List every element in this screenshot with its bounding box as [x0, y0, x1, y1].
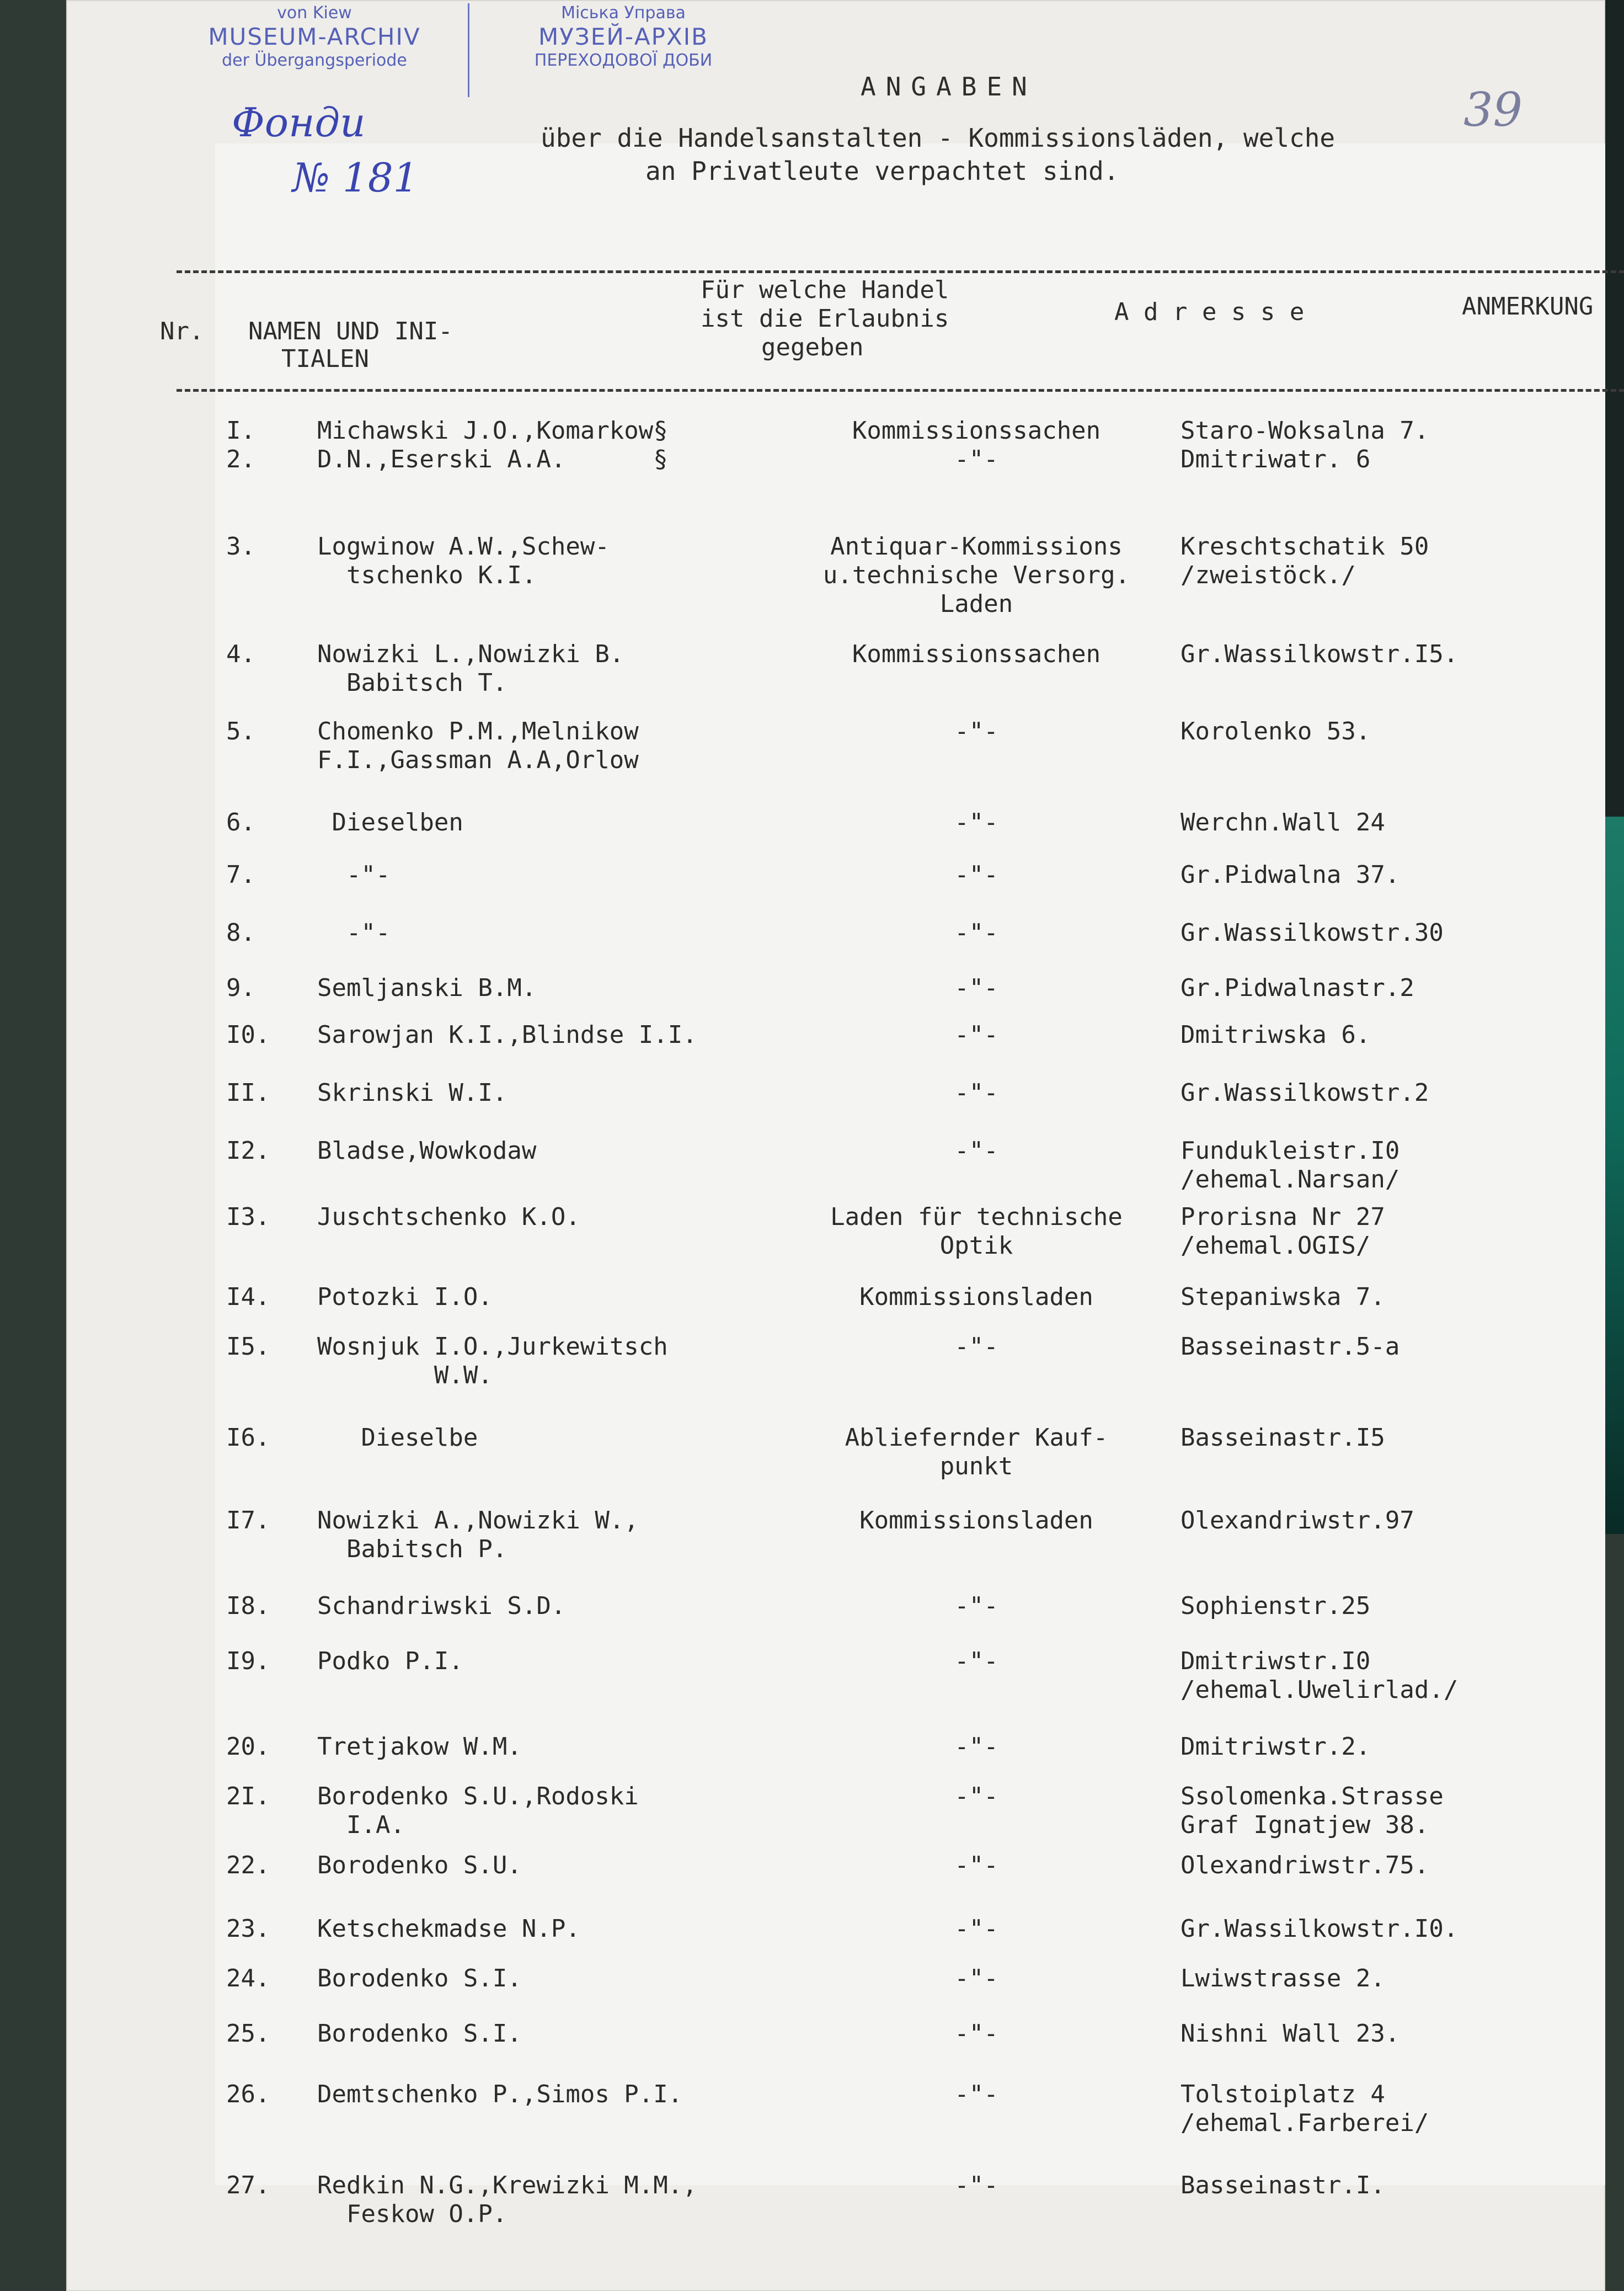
row-nr: II. — [226, 1079, 270, 1107]
stamp-left-line2: MUSEUM-ARCHIV — [208, 23, 421, 50]
row-trade: -"- — [954, 2080, 998, 2108]
row-nr: 27. — [226, 2171, 270, 2199]
header-address: A d r e s s e — [1114, 298, 1305, 326]
row-nr: 23. — [226, 1915, 270, 1943]
row-address: Stepaniwska 7. — [1180, 1283, 1385, 1311]
row-nr: 22. — [226, 1851, 270, 1879]
row-name: Bladse,Wowkodaw — [317, 1137, 537, 1165]
stamp-right — [480, 3, 767, 71]
row-address: Olexandriwstr.75. — [1180, 1851, 1429, 1879]
archive-stamp — [171, 3, 772, 97]
header-trade-line3: gegeben — [761, 333, 864, 361]
row-trade: -"- — [954, 861, 998, 889]
header-bottom-rule — [177, 389, 1624, 392]
row-name: Potozki I.O. — [317, 1283, 493, 1311]
row-name: -"- — [317, 861, 391, 889]
row-address: Korolenko 53. — [1180, 717, 1371, 745]
row-name: Sarowjan K.I.,Blindse I.I. — [317, 1021, 697, 1049]
row-address: Gr.Wassilkowstr.I5. — [1180, 640, 1459, 668]
stamp-right-line2: МУЗЕЙ-АРХІВ — [538, 23, 708, 50]
row-address: Prorisna Nr 27 /ehemal.OGIS/ — [1180, 1203, 1385, 1260]
row-trade: -"- — [954, 1851, 998, 1879]
document-sheet — [66, 0, 1605, 2291]
row-nr: 8. — [226, 919, 255, 947]
row-trade: -"- — [954, 2020, 998, 2048]
row-name: Tretjakow W.M. — [317, 1733, 522, 1761]
row-nr: I7. — [226, 1506, 270, 1535]
row-trade: -"- — [954, 717, 998, 745]
stamp-divider — [468, 3, 469, 97]
row-name: Wosnjuk I.O.,Jurkewitsch W.W. — [317, 1333, 668, 1389]
row-trade: -"- — [954, 974, 998, 1002]
row-nr: 2I. — [226, 1782, 270, 1810]
row-nr: 5. — [226, 717, 255, 745]
row-address: Dmitriwska 6. — [1180, 1021, 1371, 1049]
row-nr: 3. — [226, 532, 255, 561]
row-nr: I8. — [226, 1592, 270, 1620]
stamp-left-line3: der Übergangsperiode — [222, 51, 407, 70]
row-trade: Kommissionsladen — [859, 1506, 1093, 1535]
header-trade-line2: ist die Erlaubnis — [701, 305, 949, 333]
row-address: Gr.Wassilkowstr.I0. — [1180, 1915, 1459, 1943]
row-name: Podko P.I. — [317, 1647, 463, 1675]
row-address: Dmitriwstr.I0 /ehemal.Uwelirlad./ — [1180, 1647, 1459, 1704]
row-nr: 25. — [226, 2020, 270, 2048]
row-trade: Antiquar-Kommissions u.technische Versorg. Laden — [822, 532, 1130, 618]
document-subtitle — [541, 121, 1534, 188]
row-address: Basseinastr.I. — [1180, 2171, 1385, 2199]
background-edge — [1602, 0, 1624, 817]
row-name: Demtschenko P.,Simos P.I. — [317, 2080, 683, 2108]
row-nr: I5. — [226, 1333, 270, 1361]
row-name: Borodenko S.I. — [317, 2020, 522, 2048]
row-trade: -"- — [954, 1021, 998, 1049]
row-nr: 7. — [226, 861, 255, 889]
row-address: Gr.Wassilkowstr.30 — [1180, 919, 1444, 947]
row-name: Michawski J.O.,Komarkow§ D.N.,Eserski A.A. § — [317, 417, 668, 473]
subtitle-line1: über die Handelsanstalten - Kommissionsläden, welche — [541, 123, 1335, 153]
row-name: Skrinski W.I. — [317, 1079, 507, 1107]
row-trade: Kommissionssachen — [852, 640, 1101, 668]
row-name: Ketschekmadse N.P. — [317, 1915, 580, 1943]
row-trade: -"- — [954, 1647, 998, 1675]
subtitle-line2: an Privatleute verpachtet sind. — [645, 156, 1119, 186]
background-edge-green — [1602, 817, 1624, 1534]
stamp-left-line1: von Kiew — [277, 3, 352, 23]
row-address: Olexandriwstr.97 — [1180, 1506, 1414, 1535]
page-number: 39 — [1463, 83, 1522, 137]
row-address: Lwiwstrasse 2. — [1180, 1964, 1385, 1992]
row-name: Chomenko P.M.,Melnikow F.I.,Gassman A.A,Orlow — [317, 717, 639, 774]
header-names-line2: TIALEN — [281, 345, 369, 373]
row-nr: I2. — [226, 1137, 270, 1165]
row-name: Nowizki A.,Nowizki W., Babitsch P. — [317, 1506, 639, 1563]
row-trade: -"- — [954, 808, 998, 837]
row-address: Gr.Wassilkowstr.2 — [1180, 1079, 1429, 1107]
row-trade: -"- — [954, 1592, 998, 1620]
row-name: Dieselben — [317, 808, 463, 837]
row-nr: I3. — [226, 1203, 270, 1231]
handwritten-fond: Фонди — [232, 99, 366, 146]
row-name: Redkin N.G.,Krewizki M.M., Feskow O.P. — [317, 2171, 697, 2228]
row-trade: -"- — [954, 919, 998, 947]
row-nr: I4. — [226, 1283, 270, 1311]
row-trade: Kommissionsladen — [859, 1283, 1093, 1311]
row-trade: Abliefernder Kauf- punkt — [845, 1424, 1108, 1480]
row-trade: Kommissionssachen -"- — [852, 417, 1101, 473]
row-nr: 9. — [226, 974, 255, 1002]
row-address: Nishni Wall 23. — [1180, 2020, 1400, 2048]
row-address: Dmitriwstr.2. — [1180, 1733, 1371, 1761]
row-address: Fundukleistr.I0 /ehemal.Narsan/ — [1180, 1137, 1400, 1194]
row-name: Nowizki L.,Nowizki B. Babitsch T. — [317, 640, 624, 697]
row-nr: I6. — [226, 1424, 270, 1452]
row-nr: 4. — [226, 640, 255, 668]
row-address: Sophienstr.25 — [1180, 1592, 1371, 1620]
row-trade: -"- — [954, 1782, 998, 1810]
row-address: Werchn.Wall 24 — [1180, 808, 1385, 837]
row-address: Basseinastr.I5 — [1180, 1424, 1385, 1452]
row-name: Juschtschenko K.O. — [317, 1203, 580, 1231]
row-trade: -"- — [954, 2171, 998, 2199]
row-nr: I0. — [226, 1021, 270, 1049]
header-top-rule — [177, 270, 1624, 273]
row-name: Dieselbe — [317, 1424, 478, 1452]
row-address: Basseinastr.5-a — [1180, 1333, 1400, 1361]
row-name: Logwinow A.W.,Schew- tschenko K.I. — [317, 532, 610, 589]
row-address: Kreschtschatik 50 /zweistöck./ — [1180, 532, 1429, 589]
header-trade-line1: Für welche Handel — [701, 276, 949, 304]
row-name: Borodenko S.U. — [317, 1851, 522, 1879]
row-trade: -"- — [954, 1137, 998, 1165]
handwritten-number: № 181 — [292, 154, 419, 201]
row-trade: -"- — [954, 1733, 998, 1761]
row-name: -"- — [317, 919, 391, 947]
row-name: Borodenko S.I. — [317, 1964, 522, 1992]
row-address: Staro-Woksalna 7. Dmitriwatr. 6 — [1180, 417, 1429, 473]
row-address: Gr.Pidwalnastr.2 — [1180, 974, 1414, 1002]
row-name: Borodenko S.U.,Rodoski I.A. — [317, 1782, 639, 1839]
document-title: ANGABEN — [861, 72, 1037, 102]
stamp-right-line1: Міська Управа — [561, 3, 686, 23]
row-trade: -"- — [954, 1964, 998, 1992]
row-nr: I9. — [226, 1647, 270, 1675]
row-trade: -"- — [954, 1079, 998, 1107]
row-trade: Laden für technische Optik — [830, 1203, 1123, 1260]
stamp-right-line3: ПЕРЕХОДОВОЇ ДОБИ — [534, 51, 713, 70]
header-remarks: ANMERKUNG — [1462, 292, 1594, 321]
row-trade: -"- — [954, 1333, 998, 1361]
stamp-left — [171, 3, 458, 71]
row-nr: I. 2. — [226, 417, 255, 473]
row-name: Semljanski B.M. — [317, 974, 537, 1002]
row-address: Gr.Pidwalna 37. — [1180, 861, 1400, 889]
header-names-line1: NAMEN UND INI- — [248, 317, 453, 345]
row-trade: -"- — [954, 1915, 998, 1943]
row-nr: 6. — [226, 808, 255, 837]
row-address: Ssolomenka.Strasse Graf Ignatjew 38. — [1180, 1782, 1444, 1839]
row-nr: 26. — [226, 2080, 270, 2108]
row-nr: 24. — [226, 1964, 270, 1992]
row-name: Schandriwski S.D. — [317, 1592, 566, 1620]
row-address: Tolstoiplatz 4 /ehemal.Farberei/ — [1180, 2080, 1429, 2137]
header-nr: Nr. — [160, 317, 204, 345]
row-nr: 20. — [226, 1733, 270, 1761]
